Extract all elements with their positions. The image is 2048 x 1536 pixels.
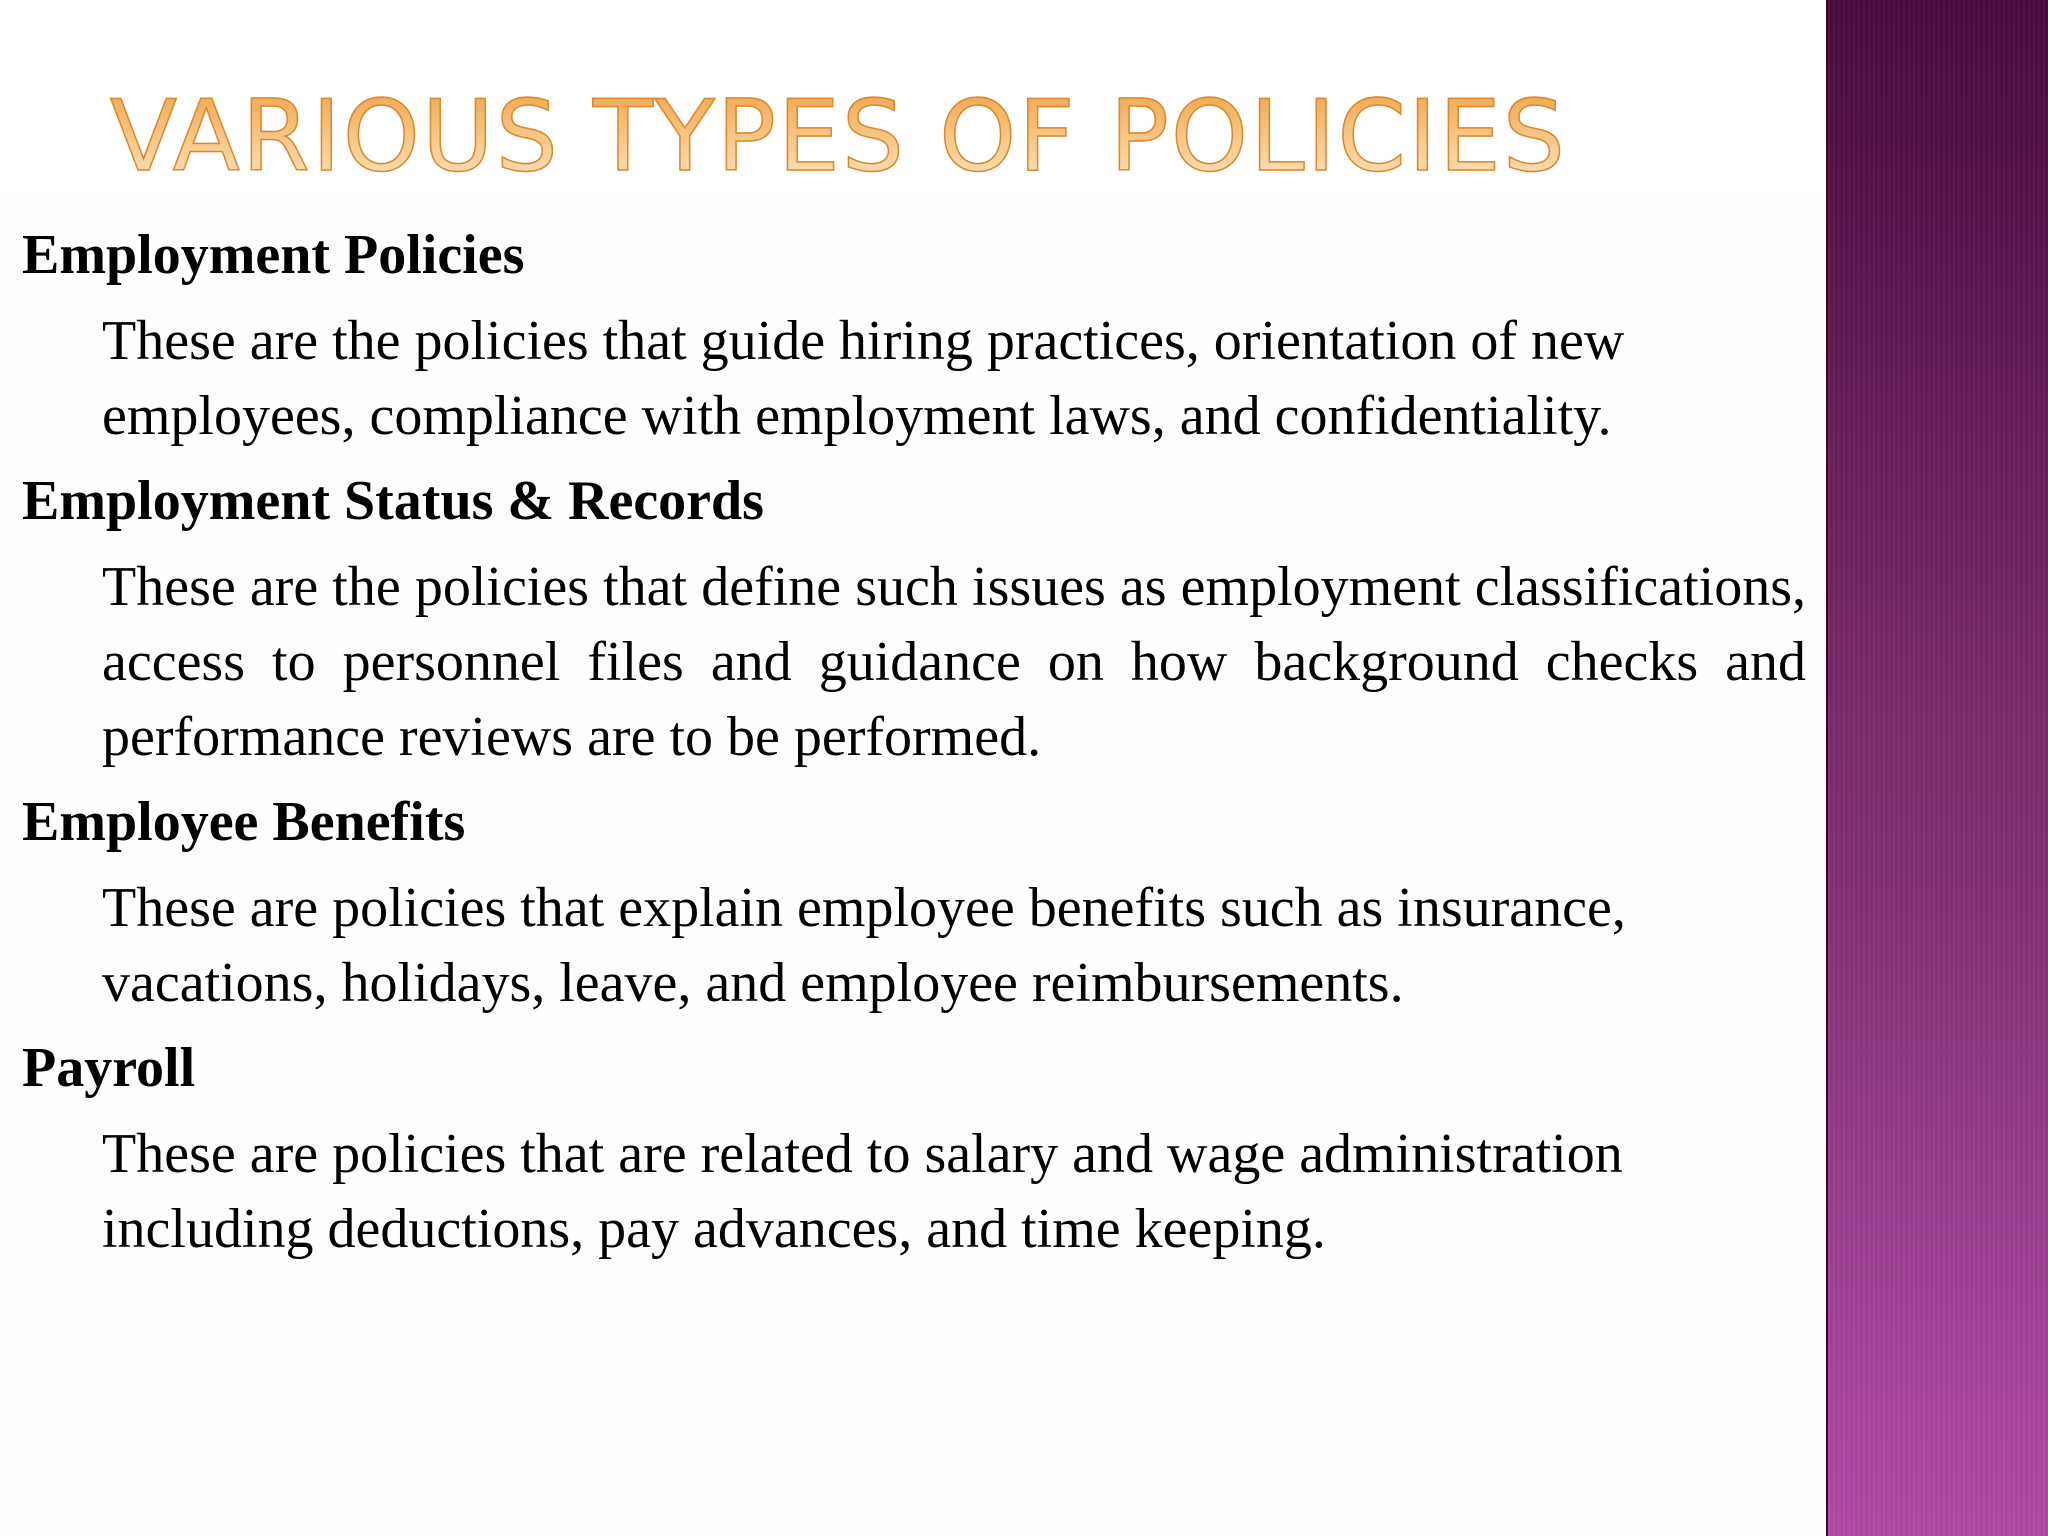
slide-body	[22, 218, 1806, 1277]
decorative-side-band	[1826, 0, 2048, 1536]
section-payroll	[22, 1031, 1806, 1267]
side-band-texture	[1828, 0, 2048, 1536]
section-heading: Employment Policies	[22, 224, 525, 286]
section-employment-policies	[22, 218, 1806, 454]
section-description: These are the policies that define such issues as employment classifications, access to personnel files and guidance on how background checks and performance reviews are to be performed.	[102, 556, 1806, 768]
section-heading: Payroll	[22, 1037, 196, 1099]
section-employment-status-records	[22, 464, 1806, 775]
section-description: These are policies that are related to salary and wage administration including deductions, pay advances, and time keeping.	[102, 1123, 1623, 1260]
section-employee-benefits	[22, 785, 1806, 1021]
section-description: These are policies that explain employee benefits such as insurance, vacations, holidays, leave, and employee reimbursements.	[102, 877, 1626, 1014]
section-heading: Employment Status & Records	[22, 470, 764, 532]
slide-title: VARIOUS TYPES OF POLICIES	[110, 80, 1567, 194]
section-description: These are the policies that guide hiring practices, orientation of new employees, compliance with employment laws, and confidentiality.	[102, 310, 1625, 447]
section-heading: Employee Benefits	[22, 791, 466, 853]
